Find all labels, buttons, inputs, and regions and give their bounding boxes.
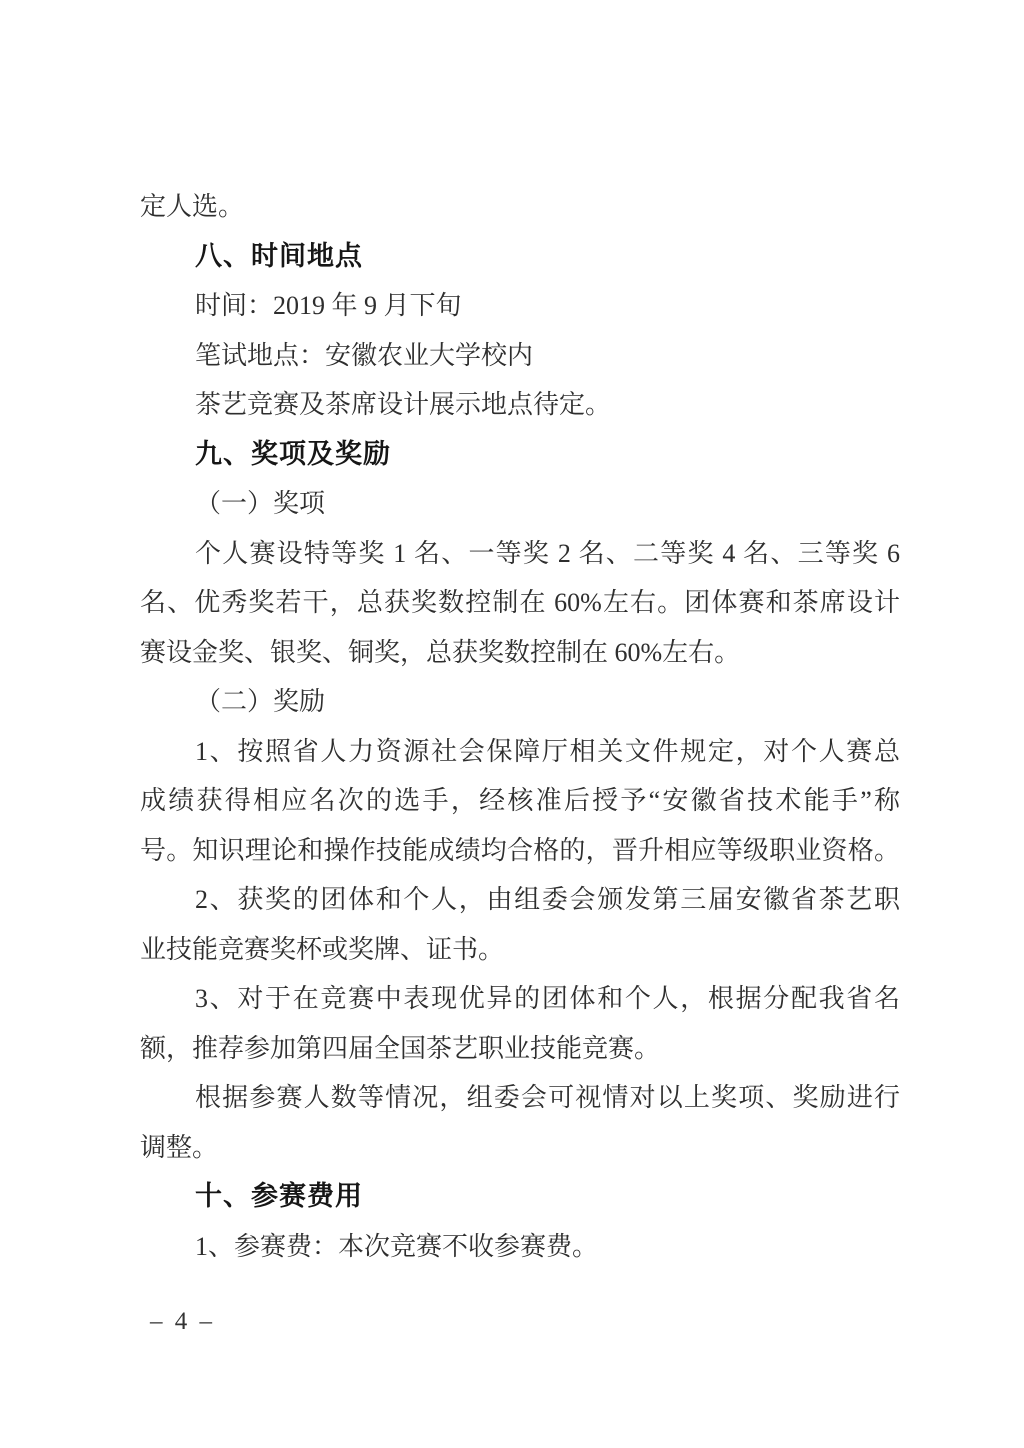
document-body xyxy=(140,182,900,1271)
section-heading: 十、参赛费用 xyxy=(195,1181,363,1211)
text-line: 1、参赛费：本次竞赛不收参赛费。 xyxy=(195,1231,599,1261)
text-line: （一）奖项 xyxy=(195,489,326,518)
section-heading: 八、时间地点 xyxy=(195,240,363,271)
text-line: （二）奖励 xyxy=(195,687,326,716)
text-line: 个人赛设特等奖 1 名、一等奖 2 名、二等奖 4 名、三等奖 6 xyxy=(195,538,900,568)
section-heading: 九、奖项及奖励 xyxy=(195,438,391,469)
text-line: 额，推荐参加第四届全国茶艺职业技能竞赛。 xyxy=(140,1033,661,1063)
text-line: 名、优秀奖若干，总获奖数控制在 60%左右。团体赛和茶席设计 xyxy=(140,588,900,617)
page-number: – 4 – xyxy=(150,1308,215,1335)
text-line: 3、对于在竞赛中表现优异的团体和个人，根据分配我省名 xyxy=(195,984,900,1013)
text-line: 茶艺竞赛及茶席设计展示地点待定。 xyxy=(195,390,612,419)
text-line: 时间：2019 年 9 月下旬 xyxy=(195,291,462,320)
text-line: 赛设金奖、银奖、铜奖，总获奖数控制在 60%左右。 xyxy=(140,637,741,667)
text-line: 成绩获得相应名次的选手，经核准后授予“安徽省技术能手”称 xyxy=(140,786,900,815)
text-line: 笔试地点：安徽农业大学校内 xyxy=(195,340,534,370)
text-line: 2、获奖的团体和个人，由组委会颁发第三届安徽省茶艺职 xyxy=(195,885,900,914)
text-line: 根据参赛人数等情况，组委会可视情对以上奖项、奖励进行 xyxy=(195,1083,900,1112)
text-line: 号。知识理论和操作技能成绩均合格的，晋升相应等级职业资格。 xyxy=(140,835,900,865)
text-line: 定人选。 xyxy=(140,192,245,221)
text-line: 1、按照省人力资源社会保障厅相关文件规定，对个人赛总 xyxy=(195,736,900,766)
text-line: 业技能竞赛奖杯或奖牌、证书。 xyxy=(140,934,505,964)
text-line: 调整。 xyxy=(140,1132,219,1162)
